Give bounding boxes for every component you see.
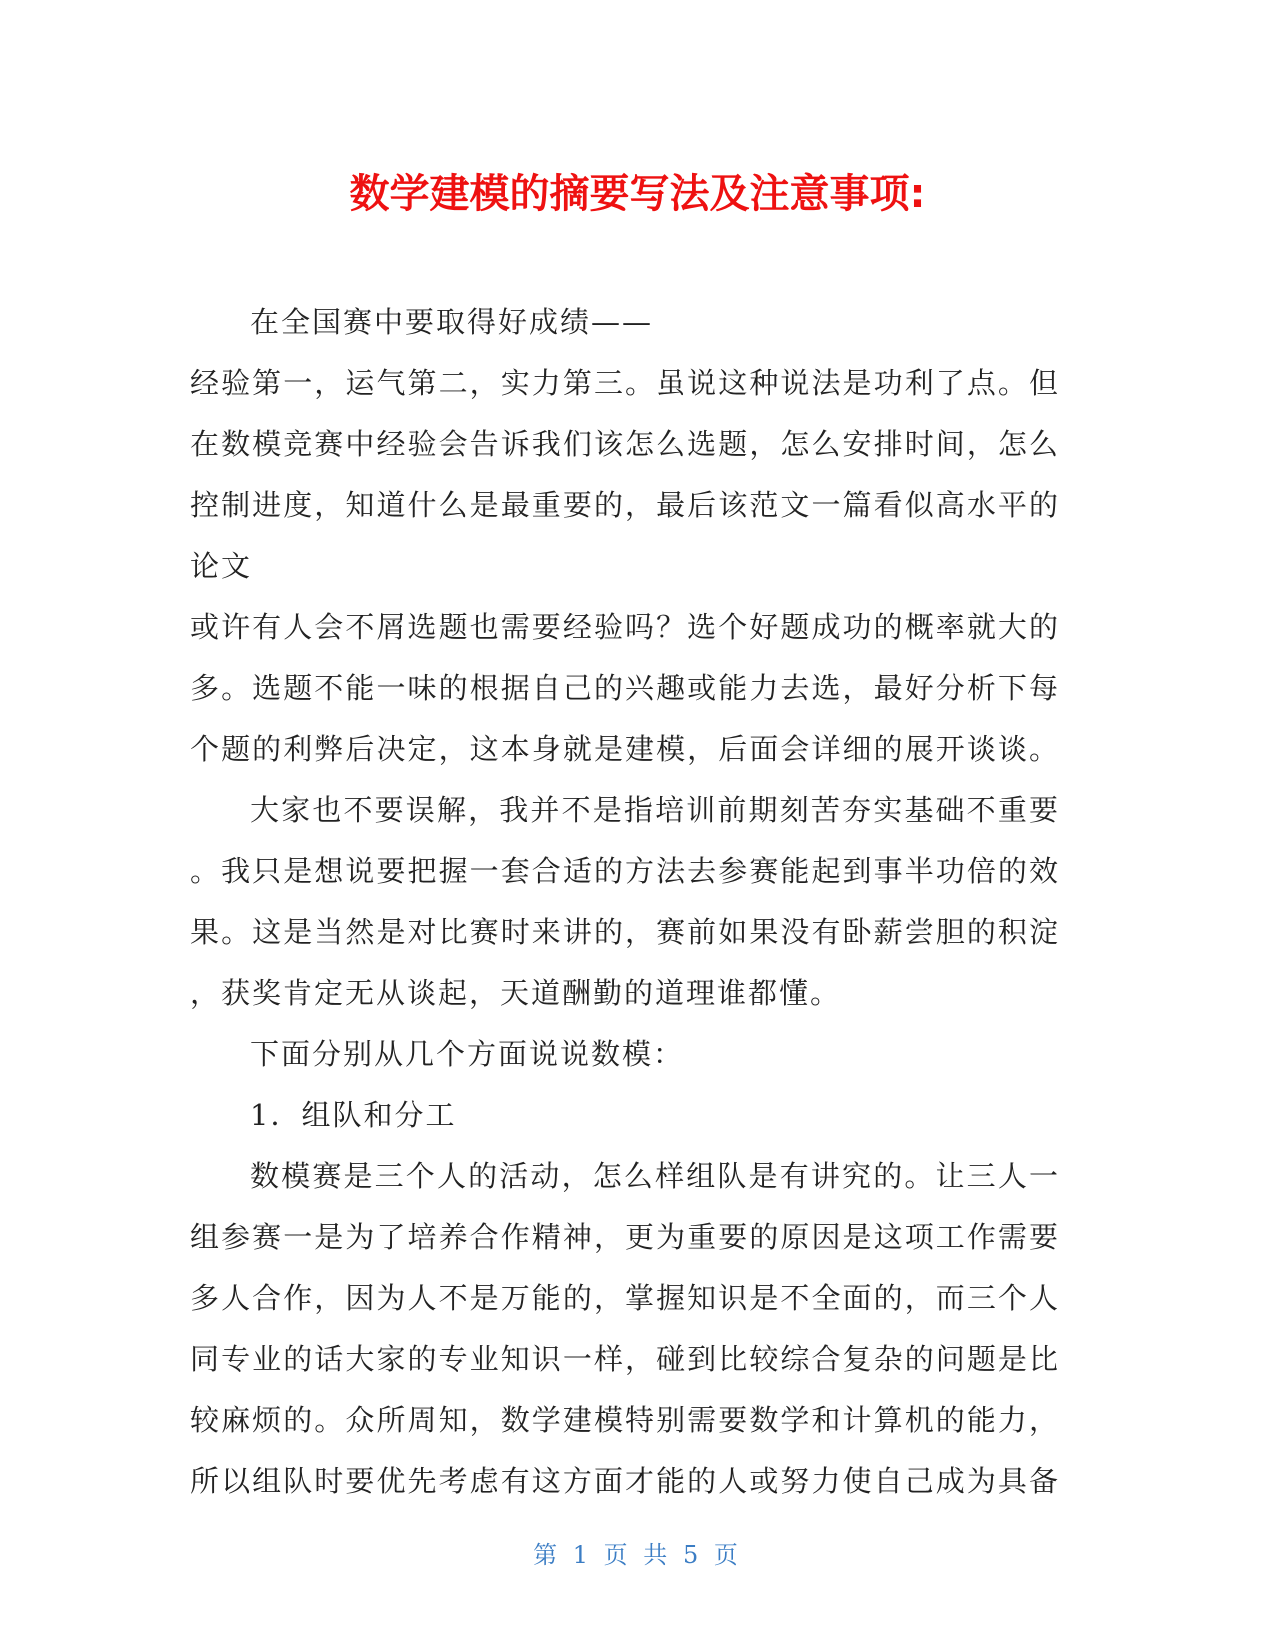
text-line: 在数模竞赛中经验会告诉我们该怎么选题，怎么安排时间，怎么 — [190, 427, 1060, 461]
text-line: 较麻烦的。众所周知，数学建模特别需要数学和计算机的能力， — [190, 1403, 1060, 1437]
text-line: 经验第一，运气第二，实力第三。虽说这种说法是功利了点。但 — [190, 366, 1060, 400]
text-line: 多人合作，因为人不是万能的，掌握知识是不全面的，而三个人 — [190, 1281, 1060, 1315]
text-line: ，获奖肯定无从谈起，天道酬勤的道理谁都懂。 — [190, 976, 842, 1010]
text-line: 论文 — [190, 549, 253, 583]
page-title: 数学建模的摘要写法及注意事项: — [349, 171, 926, 217]
text-line: 组参赛一是为了培养合作精神，更为重要的原因是这项工作需要 — [190, 1220, 1060, 1254]
text-line: 多。选题不能一味的根据自己的兴趣或能力去选，最好分析下每 — [190, 671, 1060, 705]
text-line: 数模赛是三个人的活动，怎么样组队是有讲究的。让三人一 — [250, 1159, 1060, 1193]
document-body — [190, 292, 1060, 1512]
text-line: 大家也不要误解，我并不是指培训前期刻苦夯实基础不重要 — [250, 793, 1060, 827]
text-line: 控制进度，知道什么是最重要的，最后该范文一篇看似高水平的 — [190, 488, 1060, 522]
text-line: 下面分别从几个方面说说数模： — [250, 1037, 685, 1071]
text-line: 或许有人会不屑选题也需要经验吗？选个好题成功的概率就大的 — [190, 610, 1060, 644]
text-line: 。我只是想说要把握一套合适的方法去参赛能起到事半功倍的效 — [190, 854, 1060, 888]
text-line: 果。这是当然是对比赛时来讲的，赛前如果没有卧薪尝胆的积淀 — [190, 915, 1060, 949]
text-line: 在全国赛中要取得好成绩—— — [250, 305, 654, 339]
text-line: 所以组队时要优先考虑有这方面才能的人或努力使自己成为具备 — [190, 1464, 1060, 1498]
section-heading: 1．组队和分工 — [250, 1098, 457, 1132]
text-line: 同专业的话大家的专业知识一样，碰到比较综合复杂的问题是比 — [190, 1342, 1060, 1376]
text-line: 个题的利弊后决定，这本身就是建模，后面会详细的展开谈谈。 — [190, 732, 1060, 766]
page-footer: 第 1 页 共 5 页 — [533, 1541, 742, 1569]
